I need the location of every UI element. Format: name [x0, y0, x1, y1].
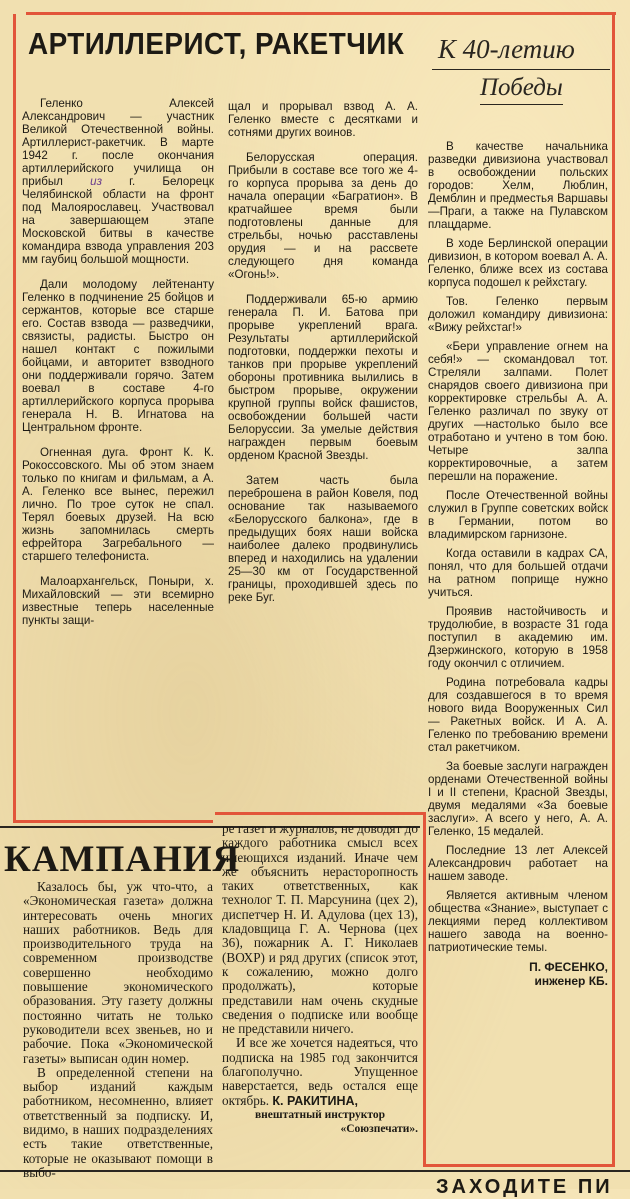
article-column-3 [428, 140, 608, 988]
red-border-right [612, 14, 615, 1164]
paragraph-text: И все же хочется надеяться, что подписка на 1985 год закончится благополучно. Упущенное наверстается, ведь остался еще октябрь. [222, 1035, 418, 1108]
author-title-2: внештатный инструктор [254, 1108, 386, 1121]
paragraph: В определенной степени на выбор изданий каждым работником, несомненно, влияет ответственный за подписку. И, видимо, в наших подразделениях есть такие ответственные, которые не оказывают помощи в выбо- [23, 1064, 213, 1180]
paragraph: Затем часть была переброшена в район Ковеля, под основание так называемого «Белорусского балкона», где в предыдущих боях наши войска наиболее далеко продвинулись вперед и находились на удалении 25—30 км от Государственной границы, проходившей здесь по реке Буг. [228, 474, 418, 604]
author-name: П. ФЕСЕНКО, [529, 960, 608, 974]
paragraph: После Отечественной войны служил в Группе советских войск в Германии, потом во владимирском гарнизоне. [428, 489, 608, 541]
paragraph: Казалось бы, уж что-что, а «Экономическая газета» должна интересовать очень многих наших работников. Ведь для производительного труда на современном производстве совершенно необходимо повышение экономического образования. Эту газету должны постоянно читать не только руководители всех звеньев, но и рабочие. Пока «Экономической газеты» выписан один номер. [23, 879, 213, 1066]
paragraph: В качестве начальника разведки дивизиона участвовал в освобождении польских городов: Хелм, Люблин, Демблин и предместья Варшавы—Праги, а также на Пулавском плацдарме. [428, 140, 608, 231]
next-article-heading-fragment: ЗАХОДИТЕ ПИ [436, 1176, 613, 1198]
red-border-mid [13, 820, 213, 823]
rubric-line-2: Победы [480, 74, 563, 105]
handwritten-note: из [90, 175, 102, 188]
red-border-mid-2 [215, 812, 425, 815]
article-column-1 [22, 97, 214, 639]
rubric [432, 34, 610, 105]
paragraph: Проявив настойчивость и трудолюбие, в возрасте 31 года поступил в академию им. Дзержинского, которую в 1958 году окончил с отличием. [428, 605, 608, 670]
paragraph: Тов. Геленко первым доложил командиру дивизиона: «Вижу рейхстаг!» [428, 295, 608, 334]
rubric-line-1: К 40-летию [432, 34, 610, 70]
paragraph: Дали молодому лейтенанту Геленко в подчинение 25 бойцов и сержантов, которые все старше его. Состав взвода — разведчики, связисты, радисты. Быстро он нашел контакт с пожилыми бойцами, и авторитет взводного они поддерживали горячо. Затем воевал в составе 4-го артиллерийского корпуса прорыва генерала Н. В. Игнатова на Центральном фронте. [22, 278, 214, 434]
paragraph: ре газет и журналов, не доводят до каждого работника смысл всех имеющихся изданий. Иначе чем же объяснить нерасторопность таких ответственных, как технолог Т. П. Марсунина (цех 2), диспетчер Н. И. Адулова (цех 13), кладовщица Г. А. Чернова (цех 36), пожарник А. Г. Николаев (ВОХР) и ряд других (список этот, к сожалению, можно долго продолжать), которые представили нам очень скудные сведения о подписке или вообще не представили ничего. [222, 821, 418, 1037]
red-border-left [13, 14, 16, 822]
paragraph: Родина потребовала кадры для создавшегося в то время нового вида Вооруженных Сил — Ракетных войск. И А. А. Геленко по требованию времени стал ракетчиком. [428, 676, 608, 754]
author-name-2: К. РАКИТИНА, [272, 1093, 359, 1108]
paragraph: Малоархангельск, Поныри, х. Михайловский — эти всемирно известные теперь населенные пункты защи- [22, 575, 214, 627]
article2-column-1 [23, 880, 213, 1180]
paragraph: Белорусская операция. Прибыли в составе все того же 4-го корпуса прорыва за день до начала операции «Багратион». В кратчайшее время были подготовлены данные для стрельбы, ночью расставлены орудия — и на рассвете следующего дня команда «Огонь!». [228, 151, 418, 281]
paragraph: Поддерживали 65-ю армию генерала П. И. Батова при прорыве укреплений врага. Результаты артиллерийской подготовки, поддержки пехоты и танков при прорыве укреплений обороны противника вылились в быстром прорыве, окружении крупной группы войск фашистов, освобождении большей части Белоруссии. За умелые действия награжден первым боевым орденом Красной Звезды. [228, 293, 418, 462]
article-column-2 [228, 100, 418, 616]
paragraph: щал и прорывал взвод А. А. Геленко вместе с десятками и сотнями других воинов. [228, 100, 418, 139]
article-title: АРТИЛЛЕРИСТ, РАКЕТЧИК [28, 26, 405, 61]
article-title-2: КАМПАНИЯ [4, 839, 241, 880]
paragraph: Когда оставили в кадрах СА, понял, что для большей отдачи на ратном поприще нужно учиться. [428, 547, 608, 599]
paragraph: Является активным членом общества «Знание», выступает с лекциями перед коллективом нашего завода на военно-патриотические темы. [428, 889, 608, 954]
red-border-bottom [423, 1164, 615, 1167]
paragraph: Огненная дуга. Фронт К. К. Рокоссовского. Мы об этом знаем только по книгам и фильмам, а А. А. Геленко все вынес, пережил лично. По трое суток не спал. Терял боевых друзей. На всю жизнь запомнилась смерть ефрейтора Загребального — старшего телефониста. [22, 446, 214, 563]
red-border-inner [423, 812, 426, 1167]
paragraph [222, 1036, 418, 1107]
paragraph: Последние 13 лет Алексей Александрович работает на нашем заводе. [428, 844, 608, 883]
paragraph: В ходе Берлинской операции дивизион, в котором воевал А. А. Геленко, ближе всех из состава корпуса подошел к рейхстагу. [428, 237, 608, 289]
author-title: инженер КБ. [534, 974, 608, 988]
paragraph [22, 97, 214, 266]
paragraph-text: Геленко Алексей Александрович — участник Великой Отечественной войны. Артиллерист-ракетчик. В марте 1942 г. после окончания артиллерийского училища он прибыл [22, 97, 214, 188]
red-border-top [26, 12, 616, 15]
paragraph: За боевые заслуги награжден орденами Отечественной войны I и II степени, Красной Звезды, двумя медалями «За боевые заслуги». А всего у него, А. А. Геленко, 15 медалей. [428, 760, 608, 838]
author-title-2b: «Союзпечати». [340, 1122, 418, 1135]
article2-column-2 [222, 822, 418, 1136]
paragraph-text: г. Белорецк Челябинской области на фронт под Малоярославец. Участвовал на завершающем этапе Московской битвы в качестве командира взвода управления 203 мм гаубиц большой мощности. [22, 175, 214, 266]
paragraph: «Бери управление огнем на себя!» — скомандовал тот. Стреляли залпами. Полет снарядов своего дивизиона при корректировке стрельбы А. А. Геленко различал по звуку от других —настолько было все отработано и учтено в том бою. Четыре залпа корректировочные, а затем перешли на поражение. [428, 340, 608, 483]
